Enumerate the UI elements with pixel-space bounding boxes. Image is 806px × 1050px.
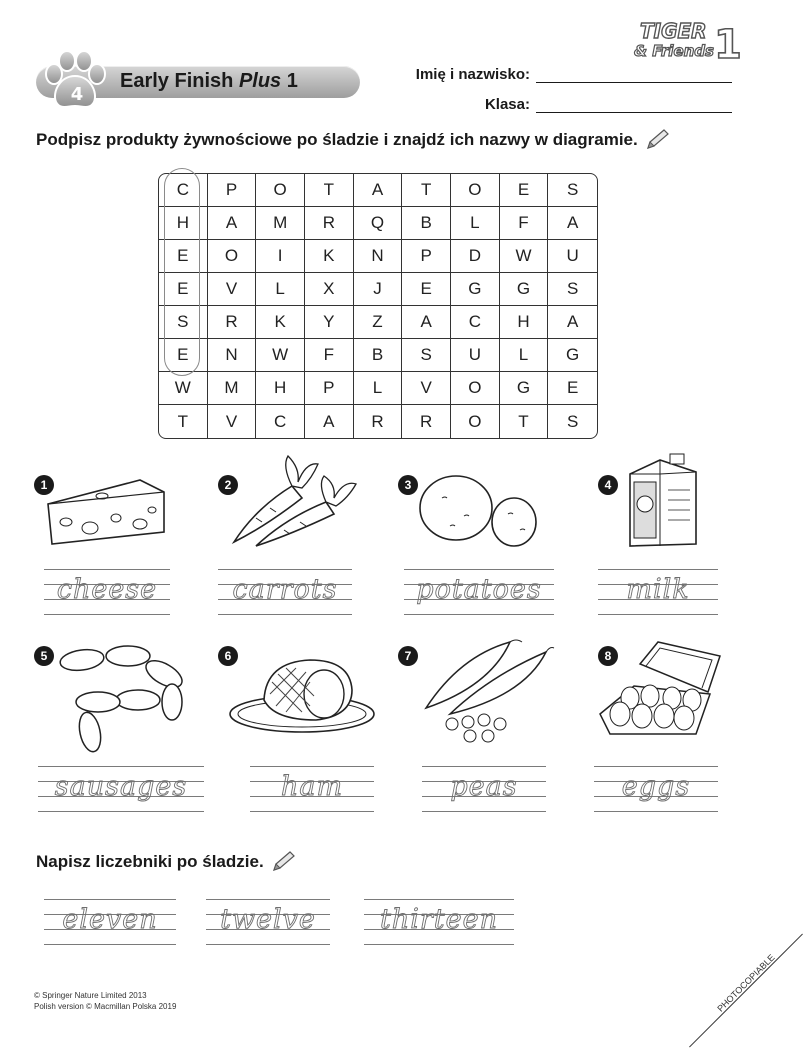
grid-cell[interactable]: S <box>566 411 579 431</box>
grid-cell[interactable]: T <box>402 174 451 207</box>
trace-line-eleven[interactable] <box>44 899 176 945</box>
grid-cell[interactable]: L <box>256 273 305 306</box>
trace-line-carrots[interactable] <box>218 569 352 615</box>
grid-cell[interactable]: C <box>159 174 208 207</box>
grid-cell[interactable]: U <box>451 339 500 372</box>
logo-level: 1 <box>714 22 742 68</box>
grid-cell[interactable]: W <box>159 372 208 405</box>
item-number-1: 1 <box>34 475 54 495</box>
grid-cell[interactable]: M <box>256 207 305 240</box>
item-number-8: 8 <box>598 646 618 666</box>
grid-cell[interactable]: A <box>305 405 354 438</box>
grid-cell[interactable]: G <box>451 273 500 306</box>
grid-cell[interactable]: H <box>500 306 549 339</box>
grid-cell[interactable]: Q <box>354 207 403 240</box>
grid-cell[interactable]: F <box>305 339 354 372</box>
grid-cell[interactable]: E <box>500 174 549 207</box>
item-number-2: 2 <box>218 475 238 495</box>
grid-cell[interactable]: Z <box>354 306 403 339</box>
grid-cell[interactable]: O <box>451 405 500 438</box>
grid-cell[interactable]: U <box>548 240 597 273</box>
photocopiable-corner <box>686 930 806 1050</box>
grid-cell[interactable]: A <box>354 174 403 207</box>
grid-cell[interactable]: A <box>548 306 597 339</box>
item-number-4: 4 <box>598 475 618 495</box>
instruction-trace-numbers: Napisz liczebniki po śladzie. <box>36 850 298 874</box>
grid-cell[interactable]: J <box>354 273 403 306</box>
grid-cell[interactable]: V <box>208 273 257 306</box>
grid-cell[interactable]: R <box>208 306 257 339</box>
grid-cell[interactable]: O <box>208 240 257 273</box>
logo-line2: & Friends <box>634 42 714 60</box>
logo-line1: TIGER <box>640 19 707 43</box>
trace-word: cheese <box>56 574 158 605</box>
grid-cell[interactable]: T <box>159 405 208 438</box>
grid-cell[interactable]: A <box>208 207 257 240</box>
cheese-picture <box>44 474 174 548</box>
grid-cell[interactable]: T <box>305 174 354 207</box>
grid-cell[interactable]: R <box>354 405 403 438</box>
name-label: Imię i nazwisko: <box>415 66 530 83</box>
trace-word: peas <box>450 771 518 802</box>
class-label: Klasa: <box>484 96 530 113</box>
trace-line-milk[interactable] <box>598 569 718 615</box>
pencil-icon <box>644 128 672 152</box>
grid-cell[interactable]: H <box>159 207 208 240</box>
instruction-label-foods: Podpisz produkty żywnościowe po śladzie i znajdź ich nazwy w diagramie. <box>36 128 672 152</box>
grid-cell[interactable]: S <box>548 273 597 306</box>
grid-cell[interactable]: L <box>500 339 549 372</box>
carrots-picture <box>226 448 362 552</box>
trace-line-thirteen[interactable] <box>364 899 514 945</box>
class-write-line[interactable] <box>536 99 732 113</box>
grid-cell[interactable]: R <box>402 405 451 438</box>
grid-cell[interactable]: E <box>159 339 208 372</box>
eggs-box-picture <box>596 638 724 744</box>
trace-line-sausages[interactable] <box>38 766 204 812</box>
potatoes-picture <box>416 468 542 552</box>
grid-cell[interactable]: C <box>451 306 500 339</box>
grid-cell[interactable]: N <box>354 240 403 273</box>
grid-cell[interactable]: P <box>402 240 451 273</box>
sausages-picture <box>54 644 194 760</box>
grid-cell[interactable]: B <box>402 207 451 240</box>
trace-line-peas[interactable] <box>422 766 546 812</box>
ham-picture <box>226 654 376 736</box>
unit-number: 4 <box>70 84 84 105</box>
grid-cell[interactable]: V <box>208 405 257 438</box>
grid-cell[interactable]: V <box>402 372 451 405</box>
grid-cell[interactable]: O <box>451 174 500 207</box>
grid-cell[interactable]: S <box>159 306 208 339</box>
trace-word: sausages <box>54 771 188 802</box>
grid-cell[interactable]: P <box>208 174 257 207</box>
item-number-6: 6 <box>218 646 238 666</box>
grid-cell[interactable]: K <box>256 306 305 339</box>
copyright-notice: © Springer Nature Limited 2013 Polish version © Macmillan Polska 2019 <box>34 991 177 1011</box>
trace-line-ham[interactable] <box>250 766 374 812</box>
grid-cell[interactable]: A <box>548 207 597 240</box>
page-title: Early Finish Plus 1 <box>120 70 298 92</box>
grid-cell[interactable]: O <box>256 174 305 207</box>
grid-cell[interactable]: E <box>402 273 451 306</box>
grid-cell[interactable]: B <box>354 339 403 372</box>
grid-cell[interactable]: W <box>500 240 549 273</box>
grid-cell[interactable]: S <box>548 174 597 207</box>
grid-cell[interactable]: E <box>159 273 208 306</box>
trace-word: twelve <box>220 904 316 935</box>
grid-cell[interactable]: F <box>500 207 549 240</box>
tiger-friends-logo <box>626 16 742 68</box>
grid-cell[interactable]: H <box>256 372 305 405</box>
grid-cell[interactable]: G <box>548 339 597 372</box>
grid-cell[interactable]: D <box>451 240 500 273</box>
grid-cell[interactable]: L <box>354 372 403 405</box>
photocopiable-label: PHOTOCOPIABLE <box>715 952 777 1014</box>
grid-cell[interactable]: K <box>305 240 354 273</box>
grid-cell[interactable]: W <box>256 339 305 372</box>
trace-word: milk <box>626 574 690 605</box>
grid-cell[interactable]: A <box>402 306 451 339</box>
grid-cell[interactable]: S <box>402 339 451 372</box>
grid-cell[interactable]: E <box>548 372 597 405</box>
grid-cell[interactable]: N <box>208 339 257 372</box>
grid-cell[interactable]: T <box>500 405 549 438</box>
name-write-line[interactable] <box>536 69 732 83</box>
grid-cell[interactable]: G <box>500 273 549 306</box>
grid-cell[interactable]: L <box>451 207 500 240</box>
grid-cell[interactable]: G <box>500 372 549 405</box>
grid-cell[interactable]: O <box>451 372 500 405</box>
milk-carton-picture <box>620 450 704 550</box>
grid-cell[interactable]: X <box>305 273 354 306</box>
item-number-5: 5 <box>34 646 54 666</box>
trace-line-twelve[interactable] <box>206 899 330 945</box>
grid-cell[interactable]: Y <box>305 306 354 339</box>
trace-line-eggs[interactable] <box>594 766 718 812</box>
pencil-icon <box>270 850 298 874</box>
name-field[interactable] <box>416 66 732 83</box>
trace-line-potatoes[interactable] <box>404 569 554 615</box>
grid-cell[interactable]: P <box>305 372 354 405</box>
grid-cell[interactable]: M <box>208 372 257 405</box>
class-field[interactable] <box>485 96 732 113</box>
grid-cell[interactable]: I <box>256 240 305 273</box>
grid-cell[interactable]: R <box>305 207 354 240</box>
grid-cell[interactable]: E <box>159 240 208 273</box>
trace-word: eleven <box>62 904 158 935</box>
trace-line-cheese[interactable] <box>44 569 170 615</box>
trace-word: carrots <box>232 574 338 605</box>
trace-word: ham <box>280 771 344 802</box>
item-number-7: 7 <box>398 646 418 666</box>
trace-word: eggs <box>621 771 691 802</box>
trace-word: thirteen <box>380 904 498 935</box>
grid-cell[interactable]: C <box>256 405 305 438</box>
item-number-3: 3 <box>398 475 418 495</box>
word-search-grid <box>158 173 598 439</box>
peas-picture <box>420 636 556 746</box>
trace-word: potatoes <box>416 574 542 605</box>
